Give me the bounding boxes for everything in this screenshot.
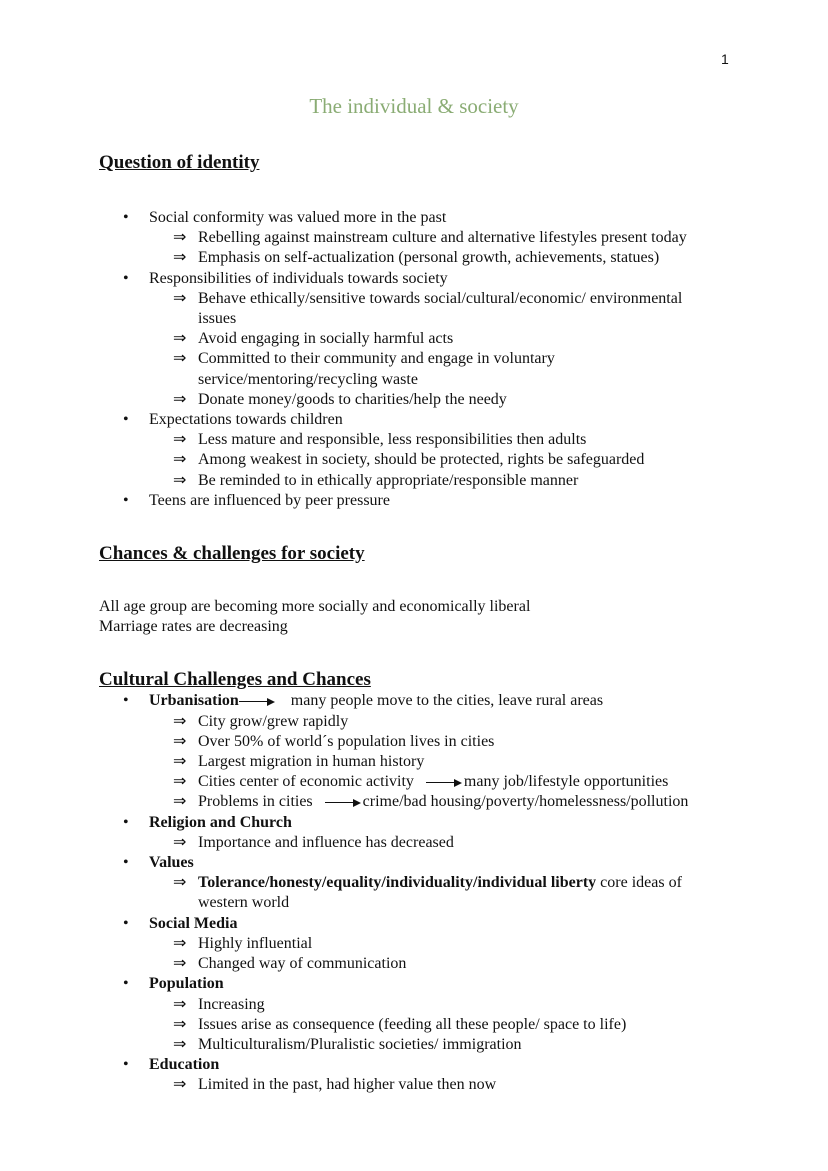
bullet-item xyxy=(99,269,719,289)
bullet-item xyxy=(99,1055,719,1075)
arrow-right-icon xyxy=(426,778,462,788)
sub-item-text: Among weakest in society, should be protected, rights be safeguarded xyxy=(198,451,645,469)
implies-arrow-icon: ⇒ xyxy=(173,773,187,791)
bullet-icon: • xyxy=(123,975,129,993)
bullet-arrow-text: many people move to the cities, leave rural areas xyxy=(290,692,604,710)
sub-item-text: Over 50% of world´s population lives in cities xyxy=(198,732,495,750)
sub-item-bold: Tolerance/honesty/equality/individuality/individual liberty xyxy=(198,874,597,892)
section xyxy=(99,543,719,637)
implies-arrow-icon: ⇒ xyxy=(173,451,187,469)
bullet-term: Education xyxy=(149,1056,220,1074)
implies-arrow-icon: ⇒ xyxy=(173,753,187,771)
sub-item xyxy=(99,1075,710,1095)
sub-item-text: Donate money/goods to charities/help the needy xyxy=(198,390,507,408)
sub-item-text: Emphasis on self-actualization (personal growth, achievements, statues) xyxy=(198,249,660,267)
sub-item xyxy=(99,752,710,772)
bullet-item xyxy=(99,914,719,934)
sub-item xyxy=(99,873,710,913)
bullet-item xyxy=(99,853,719,873)
bullet-icon: • xyxy=(123,491,129,509)
bullet-icon: • xyxy=(123,692,129,710)
sub-item xyxy=(99,289,710,329)
implies-arrow-icon: ⇒ xyxy=(173,1015,187,1033)
sub-item-arrow-text: crime/bad housing/poverty/homelessness/pollution xyxy=(362,793,689,811)
bullet-item xyxy=(99,491,719,511)
implies-arrow-icon: ⇒ xyxy=(173,431,187,449)
arrow-right-icon xyxy=(325,798,361,808)
sub-item-text: Rebelling against mainstream culture and alternative lifestyles present today xyxy=(198,229,687,247)
sub-item xyxy=(99,792,710,812)
bullet-item xyxy=(99,813,719,833)
sub-item-text: Less mature and responsible, less responsibilities then adults xyxy=(198,431,587,449)
bullet-term: Values xyxy=(149,854,194,872)
bullet-item xyxy=(99,410,719,430)
sub-item-text: Limited in the past, had higher value then now xyxy=(198,1076,497,1094)
bullet-item xyxy=(99,691,719,711)
sub-item-text: Largest migration in human history xyxy=(198,753,425,771)
implies-arrow-icon: ⇒ xyxy=(173,390,187,408)
implies-arrow-icon: ⇒ xyxy=(173,934,187,952)
bullet-text: Social conformity was valued more in the past xyxy=(149,209,447,226)
bullet-term: Urbanisation xyxy=(149,692,239,710)
sub-item-text: Be reminded to in ethically appropriate/responsible manner xyxy=(198,471,579,489)
paragraph-line: Marriage rates are decreasing xyxy=(99,618,288,636)
implies-arrow-icon: ⇒ xyxy=(173,350,187,368)
bullet-item xyxy=(99,974,719,994)
sub-item xyxy=(99,1035,710,1055)
bullet-icon: • xyxy=(123,411,129,429)
sub-item-arrow-text: many job/lifestyle opportunities xyxy=(463,773,669,791)
sub-item xyxy=(99,772,710,792)
sub-item xyxy=(99,712,710,732)
sub-item xyxy=(99,228,710,248)
implies-arrow-icon: ⇒ xyxy=(173,732,187,750)
sub-item xyxy=(99,329,710,349)
sub-item xyxy=(99,995,710,1015)
document-body xyxy=(99,152,719,1096)
sub-item-text: Changed way of communication xyxy=(198,955,407,973)
implies-arrow-icon: ⇒ xyxy=(173,955,187,973)
bullet-icon: • xyxy=(123,854,129,872)
sub-item-text: Committed to their community and engage in voluntary service/mentoring/recycling waste xyxy=(198,350,555,388)
sub-item xyxy=(99,248,710,268)
bullet-text: Expectations towards children xyxy=(149,411,343,429)
sub-item xyxy=(99,430,710,450)
bullet-icon: • xyxy=(123,1056,129,1074)
sub-item-text: Problems in cities xyxy=(198,793,313,811)
implies-arrow-icon: ⇒ xyxy=(173,874,187,892)
section-heading: Cultural Challenges and Chances xyxy=(99,669,371,691)
section-heading: Chances & challenges for society xyxy=(99,543,365,565)
section-heading: Question of identity xyxy=(99,152,260,173)
implies-arrow-icon: ⇒ xyxy=(173,289,187,307)
sub-item xyxy=(99,450,710,470)
arrow-right-icon xyxy=(239,697,275,707)
section xyxy=(99,152,719,511)
sub-item xyxy=(99,732,710,752)
implies-arrow-icon: ⇒ xyxy=(173,712,187,730)
implies-arrow-icon: ⇒ xyxy=(173,995,187,1013)
bullet-icon: • xyxy=(123,914,129,932)
implies-arrow-icon: ⇒ xyxy=(173,1035,187,1053)
sub-item xyxy=(99,833,710,853)
implies-arrow-icon: ⇒ xyxy=(173,330,187,348)
sub-item-text: Cities center of economic activity xyxy=(198,773,414,791)
bullet-text: Responsibilities of individuals towards society xyxy=(149,269,448,287)
implies-arrow-icon: ⇒ xyxy=(173,833,187,851)
implies-arrow-icon: ⇒ xyxy=(173,793,187,811)
sub-item xyxy=(99,1015,710,1035)
bullet-term: Social Media xyxy=(149,914,238,932)
sub-item-text: City grow/grew rapidly xyxy=(198,712,349,730)
bullet-icon: • xyxy=(123,813,129,831)
bullet-term: Population xyxy=(149,975,224,993)
sub-item xyxy=(99,934,710,954)
sub-item-text: Importance and influence has decreased xyxy=(198,833,454,851)
bullet-term: Religion and Church xyxy=(149,813,292,831)
implies-arrow-icon: ⇒ xyxy=(173,1076,187,1094)
sub-item-text: Increasing xyxy=(198,995,265,1013)
implies-arrow-icon: ⇒ xyxy=(173,229,187,247)
paragraph-line: All age group are becoming more socially and economically liberal xyxy=(99,598,531,616)
sub-item-text: Highly influential xyxy=(198,934,313,952)
sub-item xyxy=(99,390,710,410)
sub-item xyxy=(99,349,710,389)
page-number: 1 xyxy=(721,51,729,67)
sub-item xyxy=(99,471,710,491)
sub-item-text: Multiculturalism/Pluralistic societies/ immigration xyxy=(198,1035,522,1053)
section xyxy=(99,669,719,1095)
sub-item-text: Avoid engaging in socially harmful acts xyxy=(198,330,454,348)
bullet-text: Teens are influenced by peer pressure xyxy=(149,491,390,509)
bullet-icon: • xyxy=(123,209,129,226)
sub-item xyxy=(99,954,710,974)
sub-item-text: Behave ethically/sensitive towards social/cultural/economic/ environmental issues xyxy=(198,289,683,328)
bullet-item xyxy=(99,208,719,228)
implies-arrow-icon: ⇒ xyxy=(173,471,187,489)
implies-arrow-icon: ⇒ xyxy=(173,249,187,267)
sub-item-text: core ideas of western world xyxy=(198,874,682,912)
document-title: The individual & society xyxy=(309,94,519,118)
sub-item-text: Issues arise as consequence (feeding all these people/ space to life) xyxy=(198,1015,627,1033)
bullet-icon: • xyxy=(123,269,129,287)
